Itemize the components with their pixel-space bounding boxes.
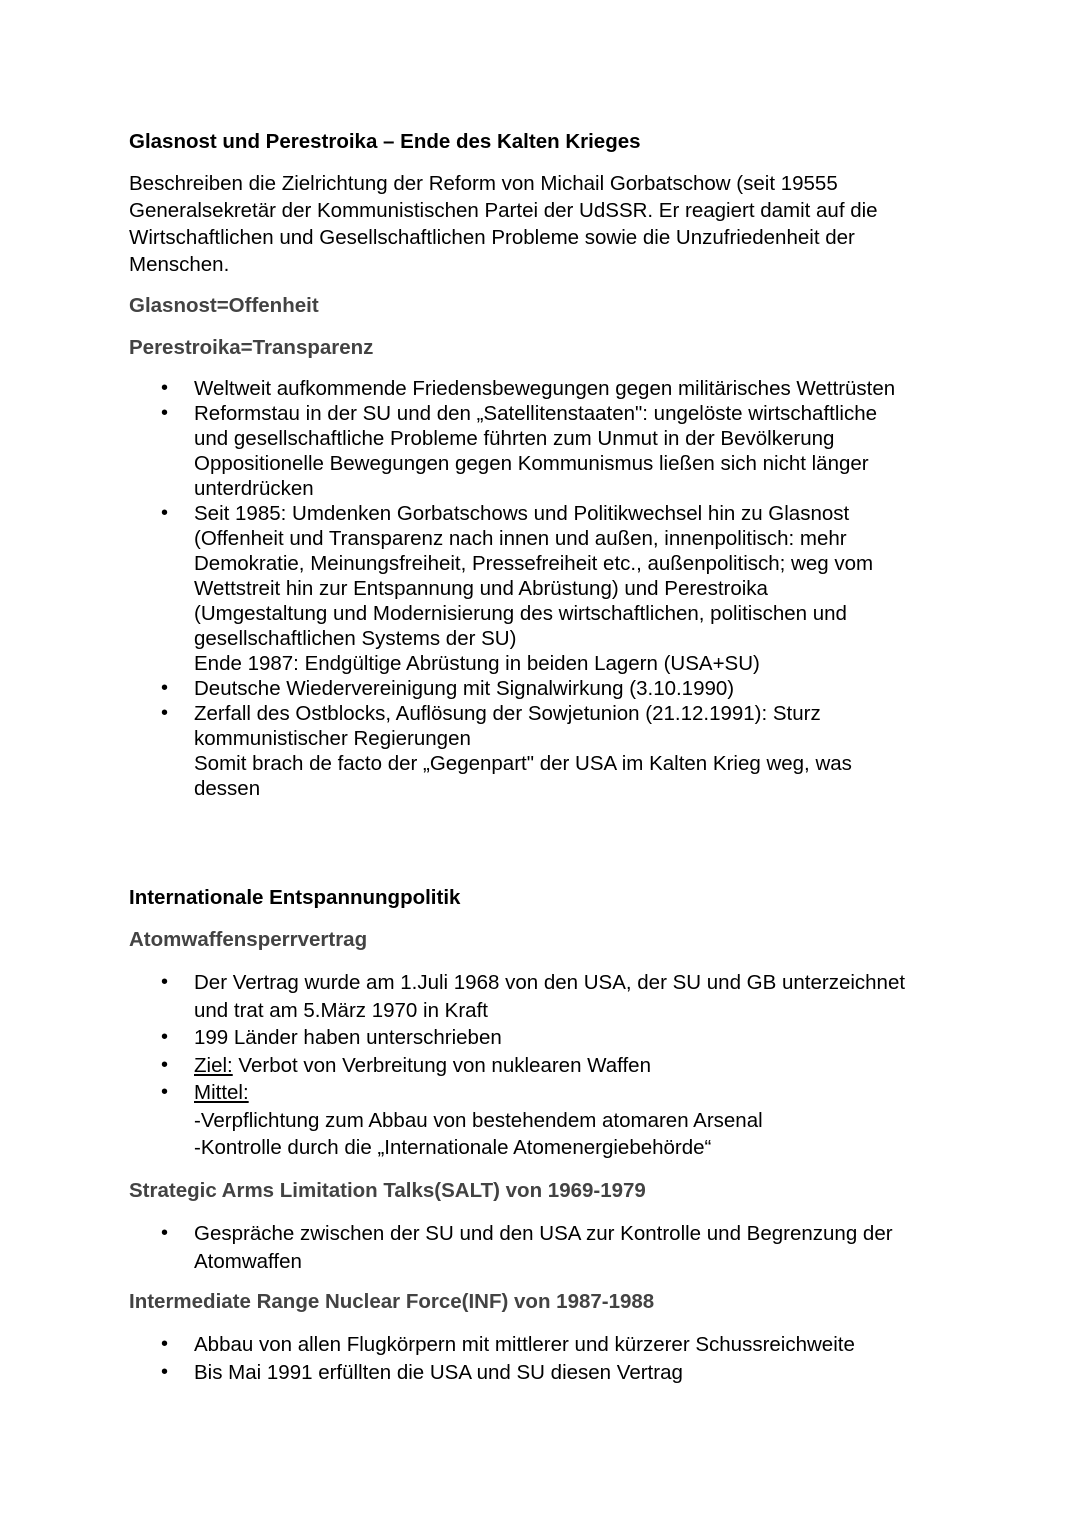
list-item-line: Deutsche Wiedervereinigung mit Signalwirkung (3.10.1990) (194, 677, 735, 700)
subheading-salt: Strategic Arms Limitation Talks(SALT) von 1969-1979 (129, 1179, 646, 1202)
bullet-icon: • (161, 1333, 169, 1355)
list-item-line: -Verpflichtung zum Abbau von bestehendem atomaren Arsenal (194, 1108, 763, 1132)
list-item-line: Reformstau in der SU und den „Satellitenstaaten": ungelöste wirtschaftliche (194, 402, 878, 425)
list-item (0, 701, 1080, 801)
bullet-icon: • (161, 677, 169, 699)
list-item-line: Atomwaffen (194, 1249, 302, 1273)
bullet-icon: • (161, 702, 169, 724)
bullet-icon: • (161, 1053, 169, 1076)
subheading-atomwaffensperrvertrag: Atomwaffensperrvertrag (129, 928, 368, 951)
list-item (0, 1079, 1080, 1162)
intro-line: Menschen. (129, 253, 230, 276)
list-item (0, 676, 1080, 701)
list-item-line: -Kontrolle durch die „Internationale Atomenergiebehörde“ (194, 1136, 712, 1159)
list-item-line: Somit brach de facto der „Gegenpart" der USA im Kalten Krieg weg, was (194, 752, 852, 775)
subheading-inf: Intermediate Range Nuclear Force(INF) von 1987-1988 (129, 1290, 655, 1313)
bullet-icon: • (161, 402, 169, 424)
list-item (0, 1220, 1080, 1275)
intro-line: Generalsekretär der Kommunistischen Partei der UdSSR. Er reagiert damit auf die (129, 199, 878, 222)
list-item-line: gesellschaftlichen Systems der SU) (194, 627, 517, 650)
ziel-label: Ziel: (194, 1053, 233, 1077)
list-item-line: Zerfall des Ostblocks, Auflösung der Sowjetunion (21.12.1991): Sturz (194, 702, 821, 725)
bullet-icon: • (161, 1360, 169, 1383)
list-item (0, 969, 1080, 1024)
subheading-glasnost: Glasnost=Offenheit (129, 294, 319, 317)
bullet-icon: • (161, 1026, 169, 1048)
list-item-line: Seit 1985: Umdenken Gorbatschows und Politikwechsel hin zu Glasnost (194, 502, 850, 525)
list-item (0, 1024, 1080, 1052)
list-item-line: kommunistischer Regierungen (194, 727, 471, 750)
list-item-line: Bis Mai 1991 erfüllten die USA und SU diesen Vertrag (194, 1360, 683, 1384)
atom-bullet-list (0, 969, 1080, 1162)
list-item-line: und gesellschaftliche Probleme führten zum Unmut in der Bevölkerung (194, 427, 835, 450)
section-title-glasnost: Glasnost und Perestroika – Ende des Kalten Krieges (129, 130, 641, 153)
list-item-line: Wettstreit hin zur Entspannung und Abrüstung) und Perestroika (194, 577, 768, 600)
inf-bullet-list (0, 1331, 1080, 1386)
list-item-line: (Umgestaltung und Modernisierung des wirtschaftlichen, politischen und (194, 602, 847, 625)
bullet-icon: • (161, 1081, 169, 1103)
list-item-line: Oppositionelle Bewegungen gegen Kommunismus ließen sich nicht länger (194, 452, 869, 475)
mittel-label: Mittel: (194, 1081, 249, 1104)
bullet-icon: • (161, 1222, 169, 1244)
salt-bullet-list (0, 1220, 1080, 1275)
list-item (0, 1331, 1080, 1359)
bullet-icon: • (161, 971, 169, 993)
list-item-line: Weltweit aufkommende Friedensbewegungen gegen militärisches Wettrüsten (194, 377, 896, 400)
list-item (0, 1359, 1080, 1387)
list-item-line: und trat am 5.März 1970 in Kraft (194, 998, 488, 1022)
list-item (0, 376, 1080, 401)
intro-paragraph (129, 170, 949, 278)
list-item-line: (Offenheit und Transparenz nach innen und außen, innenpolitisch: mehr (194, 527, 847, 550)
section-title-entspannung: Internationale Entspannungpolitik (129, 886, 461, 909)
list-item-line: Ende 1987: Endgültige Abrüstung in beiden Lagern (USA+SU) (194, 652, 760, 675)
list-item (0, 401, 1080, 501)
bullet-icon: • (161, 502, 169, 524)
list-item-line: Abbau von allen Flugkörpern mit mittlerer und kürzerer Schussreichweite (194, 1333, 855, 1356)
glasnost-bullet-list (0, 376, 1080, 801)
list-item-line: 199 Länder haben unterschrieben (194, 1026, 502, 1049)
subheading-perestroika: Perestroika=Transparenz (129, 336, 374, 359)
list-item-line (194, 1052, 1080, 1080)
intro-line: Beschreiben die Zielrichtung der Reform von Michail Gorbatschow (seit 19555 (129, 172, 838, 195)
intro-line: Wirtschaftlichen und Gesellschaftlichen Probleme sowie die Unzufriedenheit der (129, 226, 855, 249)
list-item-line: unterdrücken (194, 477, 314, 500)
list-item (0, 501, 1080, 676)
list-item-line: Der Vertrag wurde am 1.Juli 1968 von den USA, der SU und GB unterzeichnet (194, 971, 906, 994)
list-item-line: Gespräche zwischen der SU und den USA zur Kontrolle und Begrenzung der (194, 1222, 893, 1245)
bullet-icon: • (161, 377, 169, 399)
ziel-text: Verbot von Verbreitung von nuklearen Waffen (232, 1053, 651, 1077)
list-item-line: Demokratie, Meinungsfreiheit, Pressefreiheit etc., außenpolitisch; weg vom (194, 552, 874, 575)
list-item (0, 1052, 1080, 1080)
list-item-line: dessen (194, 777, 261, 800)
